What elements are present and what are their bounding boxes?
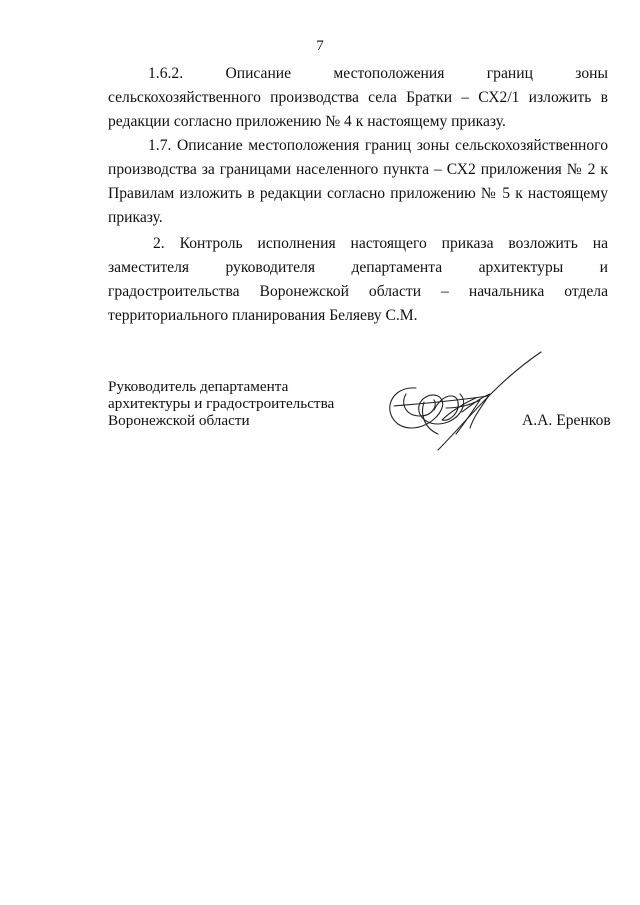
signer-name: А.А. Еренков bbox=[522, 412, 611, 429]
paragraph-2-control: 2. Контроль исполнения настоящего приказа возложить на заместителя руководителя департамента архитектуры и градостроительства Воронежской области – начальника отдела территориального планирования Беляеву С.М. bbox=[108, 235, 608, 324]
signature-block bbox=[108, 378, 611, 488]
paragraph-1-7: 1.7. Описание местоположения границ зоны сельскохозяйственного производства за границами населенного пункта – СХ2 приложения № 2 к Правилам изложить в редакции согласно приложению № 5 к настоящему приказу. bbox=[108, 137, 608, 226]
page-number: 7 bbox=[316, 38, 324, 54]
document-body bbox=[108, 62, 608, 328]
signer-position-line-2: архитектуры и градостроительства bbox=[108, 395, 335, 412]
handwritten-signature-icon bbox=[376, 350, 546, 460]
signer-position-line-1: Руководитель департамента bbox=[108, 378, 289, 395]
signer-position bbox=[108, 378, 368, 429]
paragraph-1-6-2: 1.6.2. Описание местоположения границ зоны сельскохозяйственного производства села Братки – СХ2/1 изложить в редакции согласно приложению № 4 к настоящему приказу. bbox=[108, 65, 608, 130]
signer-position-line-3: Воронежской области bbox=[108, 412, 250, 429]
